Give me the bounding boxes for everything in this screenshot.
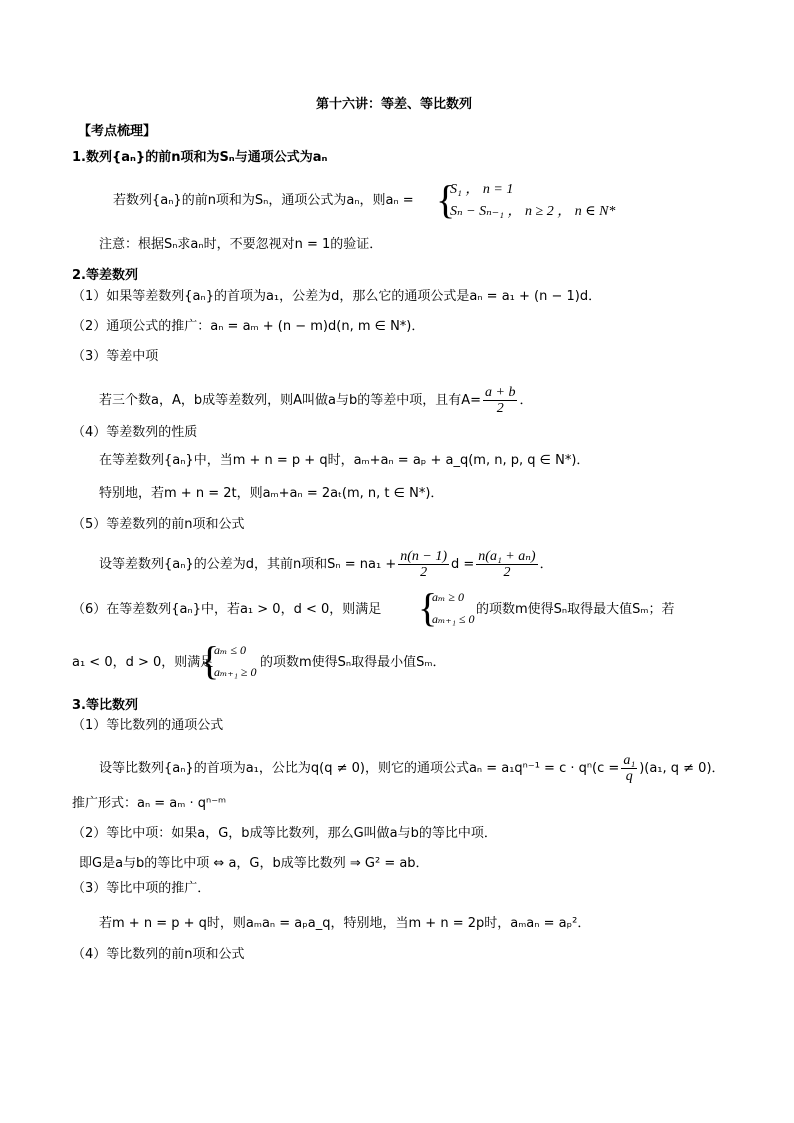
s1-formula-intro: 若数列{aₙ}的前n项和为Sₙ，通项公式为aₙ，则aₙ =: [113, 193, 414, 208]
s2-p5-text: 设等差数列{aₙ}的公差为d，其前n项和Sₙ = na₁ + $\frac{n(n - 1)}{2}$ d = $\frac{\text{n(a₁ + aₙ)}}{2}$ ．: [99, 549, 553, 580]
s2-p6b-cond-2: aₘ₊₁ ≥ 0: [214, 665, 257, 679]
s3-p1-text: 设等比数列{aₙ}的首项为a₁，公比为q(q ≠ 0)，则它的通项公式aₙ = a₁qⁿ⁻¹ = c · qⁿ(c = $\frac{\text{a₁}}{q}$ )(a₁, q ≠ 0)．: [99, 753, 725, 784]
s2-p2: （2）通项公式的推广：aₙ = aₘ + (n − m)d(n, m ∈ N*)．: [72, 319, 425, 334]
s3-p1-title: （1）等比数列的通项公式: [72, 718, 224, 733]
fraction: $\frac{\text{n(a₁ + aₙ)}}{2}$: [478, 549, 536, 580]
s2-p3-text: 若三个数a，A，b成等差数列，则A叫做a与b的等差中项，且有A= $\frac{a + b}{2}$ ．: [99, 385, 533, 416]
s3-p2: （2）等比中项：如果a，G，b成等比数列，那么G叫做a与b的等比中项．: [72, 826, 497, 841]
condition-brace: {: [418, 585, 438, 630]
fraction: $\frac{a + b}{2}$: [485, 385, 516, 416]
s3-p2b: 即G是a与b的等比中项 ⇔ a，G，b成等比数列 ⇒ G² = ab．: [79, 856, 429, 871]
s2-p6-post: 的项数m使得Sₙ取得最大值Sₘ；若: [476, 602, 675, 617]
section-3-heading: 3.等比数列: [72, 698, 138, 713]
s2-p1: （1）如果等差数列{aₙ}的首项为a₁，公差为d，那么它的通项公式是aₙ = a₁ + (n − 1)d．: [72, 289, 602, 304]
s3-p3-text: 若m + n = p + q时，则aₘaₙ = aₚa_q，特别地，当m + n = 2p时，aₘaₙ = aₚ²．: [99, 916, 591, 931]
s2-p3-title: （3）等差中项: [72, 349, 159, 364]
s2-p4-line1: 在等差数列{aₙ}中，当m + n = p + q时，aₘ+aₙ = aₚ + a_q(m, n, p, q ∈ N*)．: [99, 453, 590, 468]
case-brace: {: [436, 177, 456, 222]
s2-p5-title: （5）等差数列的前n项和公式: [72, 517, 245, 532]
s3-general-form: 推广形式：aₙ = aₘ · qⁿ⁻ᵐ: [72, 796, 227, 811]
section-2-heading: 2.等差数列: [72, 268, 138, 283]
condition-brace: {: [200, 638, 220, 683]
s3-p3-title: （3）等比中项的推广．: [72, 881, 211, 896]
s2-p6b-post: 的项数m使得Sₙ取得最小值Sₘ．: [260, 655, 446, 670]
s2-p4-line2: 特别地，若m + n = 2t，则aₘ+aₙ = 2aₜ(m, n, t ∈ N*)．: [99, 486, 444, 501]
s2-p6-text: （6）在等差数列{aₙ}中，若a₁ > 0，d < 0，则满足: [72, 602, 382, 617]
s2-p6b-text: a₁ < 0，d > 0，则满足: [72, 655, 214, 670]
s2-p6-cond-2: aₘ₊₁ ≤ 0: [432, 612, 475, 626]
section-label: 【考点梳理】: [78, 124, 157, 139]
s1-case-2: Sₙ − Sₙ₋₁ ， n ≥ 2 ， n ∈ N*: [450, 204, 616, 219]
page-title: 第十六讲：等差、等比数列: [316, 97, 473, 112]
fraction: $\frac{n(n - 1)}{2}$: [400, 549, 447, 580]
s3-p4-title: （4）等比数列的前n项和公式: [72, 947, 245, 962]
section-1-heading: 1.数列{aₙ}的前n项和为Sₙ与通项公式为aₙ: [72, 150, 328, 165]
s2-p4-title: （4）等差数列的性质: [72, 425, 198, 440]
s1-note: 注意：根据Sₙ求aₙ时，不要忽视对n = 1的验证．: [99, 237, 383, 252]
s2-p6b-cond-1: aₘ ≤ 0: [214, 643, 246, 657]
fraction: $\frac{\text{a₁}}{q}$: [623, 753, 636, 784]
s2-p6-cond-1: aₘ ≥ 0: [432, 590, 464, 604]
s1-case-1: S₁ ， n = 1: [450, 182, 514, 197]
